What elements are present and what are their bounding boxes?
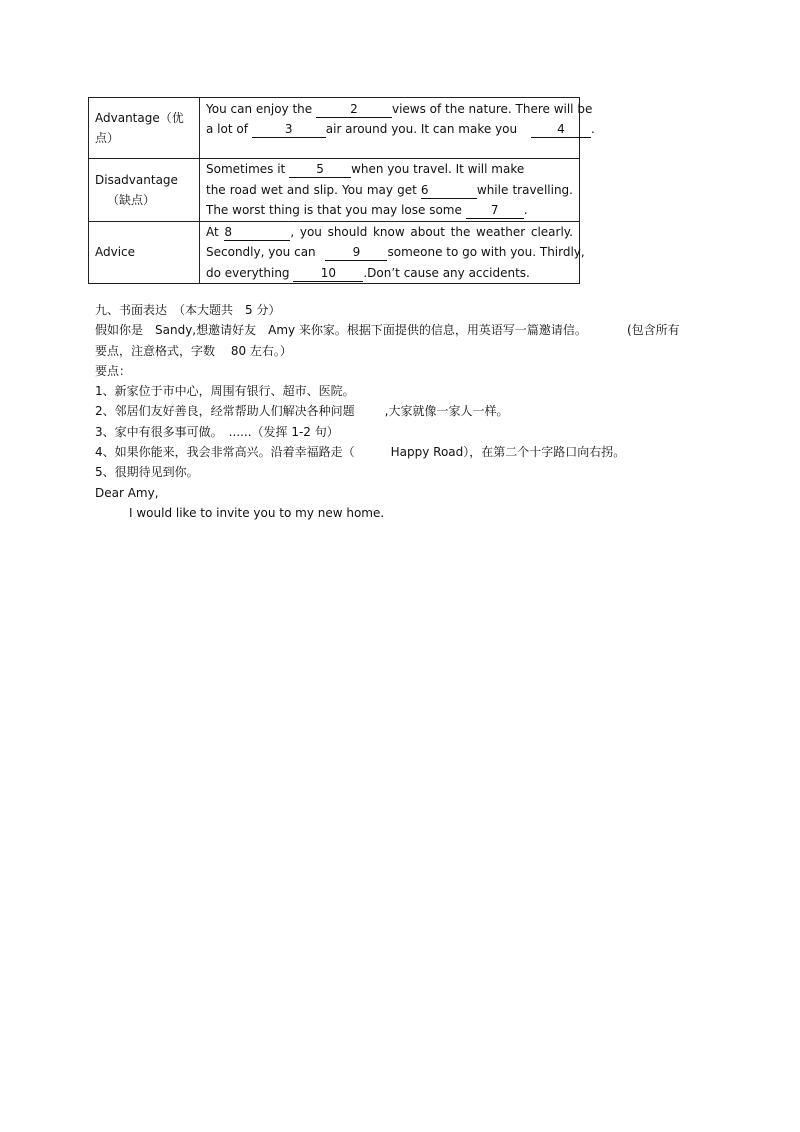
label-line: （缺点） xyxy=(107,192,156,207)
answer-blank-2: 2 xyxy=(316,103,392,118)
prompt-line: 假如你是 Sandy,想邀请好友 Amy 来你家。根据下面提供的信息，用英语写一篇邀请信。 (包含所有 xyxy=(95,323,680,338)
text-line: a lot of 3 air around you. It can make you 4 . xyxy=(206,122,595,136)
text-line: Sometimes it 5 when you travel. It will make xyxy=(206,162,525,176)
table-row-advice xyxy=(89,221,580,284)
text-line: The worst thing is that you may lose some 7 . xyxy=(206,203,528,217)
text-line: At 8 , you should know about the weather clearly. xyxy=(206,224,573,239)
row-label-advantage xyxy=(89,98,200,159)
text-line: You can enjoy the 2 views of the nature. There will be xyxy=(206,101,593,116)
table-row-advantage xyxy=(89,98,580,159)
point-item: 5、很期待见到你。 xyxy=(95,465,199,480)
answer-blank-6: 6 xyxy=(421,184,477,199)
row-content-disadvantage xyxy=(200,159,580,222)
answer-blank-10: 10 xyxy=(293,267,363,282)
answer-blank-4: 4 xyxy=(531,123,591,138)
label-line: Advantage（优 xyxy=(95,111,184,125)
answer-blank-9: 9 xyxy=(325,246,387,261)
text-line: Secondly, you can 9 someone to go with you. Thirdly, xyxy=(206,245,585,259)
answer-blank-8: 8 xyxy=(224,226,290,241)
writing-section xyxy=(95,300,715,523)
label-line: Advice xyxy=(95,245,136,260)
row-label-disadvantage xyxy=(89,159,200,222)
row-content-advice xyxy=(200,221,585,284)
travel-table xyxy=(88,97,595,284)
text-line: do everything 10 .Don’t cause any accidents. xyxy=(206,265,530,280)
point-item: 2、邻居们友好善良，经常帮助人们解决各种问题 ,大家就像一家人一样。 xyxy=(95,404,509,419)
answer-blank-7: 7 xyxy=(466,204,524,219)
answer-blank-3: 3 xyxy=(252,123,326,138)
point-item: 3、家中有很多事可做。 ......（发挥 1-2 句） xyxy=(95,424,339,439)
opening-sentence: I would like to invite you to my new home. xyxy=(129,505,385,520)
row-content-advantage xyxy=(200,98,595,159)
label-line: 点） xyxy=(95,131,120,145)
label-line: Disadvantage xyxy=(95,172,178,187)
answer-blank-5: 5 xyxy=(289,163,351,178)
point-item: 1、新家位于市中心，周围有银行、超市、医院。 xyxy=(95,384,355,399)
text-line: the road wet and slip. You may get 6 while travelling. xyxy=(206,182,573,197)
point-item: 4、如果你能来，我会非常高兴。沿着幸福路走（ Happy Road），在第二个十字路口向右拐。 xyxy=(95,445,626,460)
section-heading: 九、书面表达 （本大题共 5 分） xyxy=(95,303,281,317)
table-row-disadvantage xyxy=(89,159,580,222)
prompt-line: 要点，注意格式，字数 80 左右。） xyxy=(95,343,292,358)
points-label: 要点： xyxy=(95,363,132,378)
row-label-advice xyxy=(89,221,200,284)
salutation: Dear Amy, xyxy=(95,485,159,500)
